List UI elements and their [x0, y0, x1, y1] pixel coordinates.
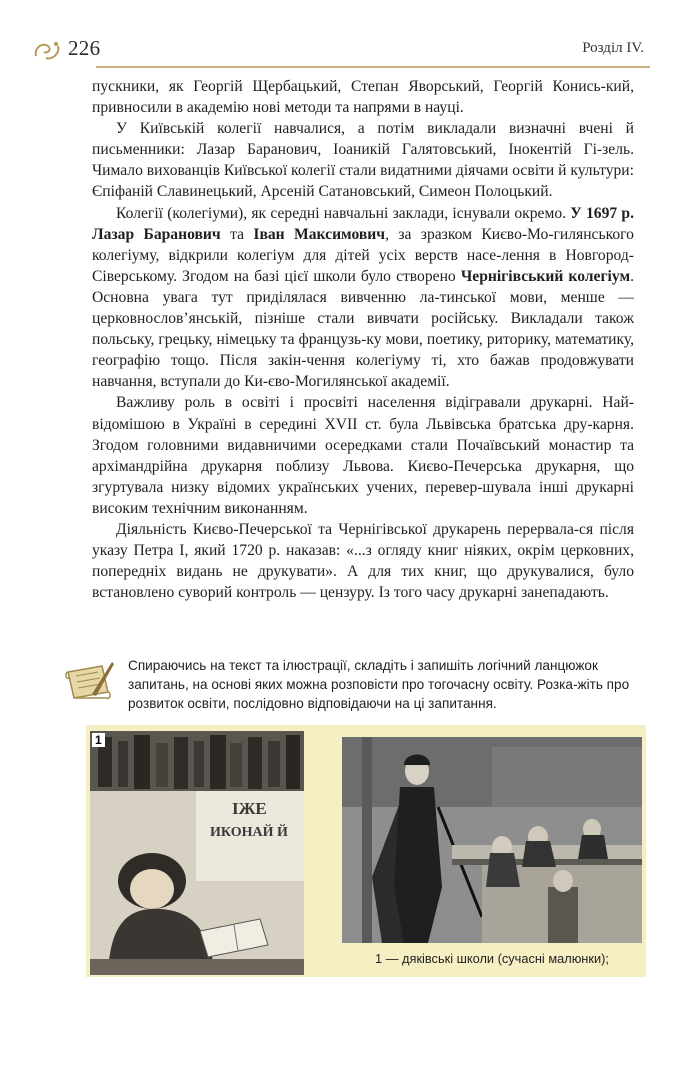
text-run: , за зразком Києво-Мо-гилянського колегіуму, відкрили колегіум для дітей усіх верств насе-лення в Новгород-Сіверському. Згодом на базі цієї школи було створено: [92, 225, 634, 285]
inscription-line-2: ИКОНАЙ Й: [210, 825, 288, 840]
text-run: Колегії (колегіуми), як середні навчальні заклади, існували окремо.: [116, 204, 571, 222]
illustration-1-left: [90, 731, 304, 975]
illustration-panel: [86, 725, 646, 977]
bold-text: Іван Максимович: [253, 225, 386, 243]
text-run: У Київській колегії навчалися, а потім викладали визначні вчені й письменники: Лазар Баранович, Іоаникій Галятовський, Інокентій Гі-зель. Чимало вихованців Київської колегії стали видатними діячами освіти й культури: Єпіфаній Славинецький, Арсеній Сатановський, Симеон Полоцький.: [92, 120, 634, 201]
text-run: Діяльність Києво-Печерської та Чернігівської друкарень перервала-ся після указу Петра І, який 1720 р. наказав: «...з огляду книг ніяких, окрім церковних, попередніх видань не друкувати». А для тих книг, що друкувалися, було встановлено суворий контроль — цензуру. Із того часу друкарні занепадають.: [92, 520, 634, 602]
bold-text: Чернігівський колегіум: [460, 267, 631, 285]
bold-text: У 1697 р.: [570, 204, 634, 222]
task-box: [62, 656, 642, 716]
illustration-1-right: [342, 737, 642, 943]
text-run: . Основна увага тут приділялася вивченню ла-тинської мови, менше — церковнослов’янській, пізніше стали вивчати російську. Викладали також польську, грецьку, німецьку та французь-ку мови, поетику, риторику, математику, географію тощо. Після закін-чення колегіуму ті, хто бажав продовжувати навчання, вступали до Ки-єво-Могилянської академії.: [92, 267, 635, 391]
paragraph: [92, 203, 634, 393]
paragraph: [92, 76, 634, 118]
task-text: Спираючись на текст та ілюстрації, складіть і запишіть логічний ланцюжок запитань, на основі яких можна розповісти про тогочасну освіту. Розка-жіть про розвиток освіти, послідовно відповідаючи на ці запитання.: [128, 658, 630, 711]
child-reading-drawing: [90, 731, 304, 975]
scroll-quill-icon: [62, 658, 116, 706]
page-header: [32, 34, 648, 70]
text-run: Важливу роль в освіті і просвіті населення відігравали друкарні. Най-відомішою в Україні в середині XVII ст. була Львівська братська дру-карня. Згодом головними видавничими осередками стали Почаївський монастир та архімандрійна друкарня поблизу Львова. Києво-Печерська друкарня, що згуртувала низку відомих українських учених, перевер-шувала інші друкарні високим технічним виконанням.: [92, 394, 634, 517]
text-run: пускники, як Георгій Щербацький, Степан Яворський, Георгій Конись-кий, привносили в академію нові методи та напрями в науці.: [92, 78, 634, 117]
ornament-icon: [32, 36, 62, 62]
bold-text: Лазар Баранович: [92, 225, 221, 243]
classroom-drawing: [342, 737, 642, 943]
paragraph: [92, 392, 634, 519]
paragraph: [92, 519, 634, 603]
text-run: та: [220, 225, 254, 243]
inscription-line-1: ІЖЕ: [232, 799, 267, 818]
page-number: 226: [68, 36, 101, 60]
body-text: [92, 76, 634, 603]
header-rule: [96, 66, 650, 68]
illustration-number: 1: [92, 733, 105, 747]
illustration-caption: 1 — дяківські школи (сучасні малюнки);: [375, 951, 609, 966]
paragraph: [92, 118, 634, 202]
section-title: Розділ IV.: [582, 40, 644, 56]
